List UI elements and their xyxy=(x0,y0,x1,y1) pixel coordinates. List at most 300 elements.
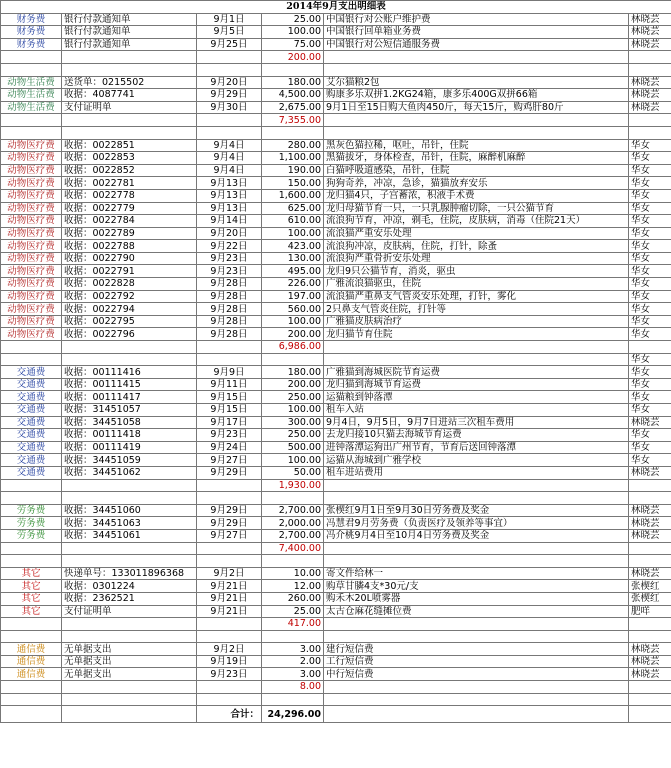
amount-cell: 4,500.00 xyxy=(262,89,324,102)
category-cell: 劳务费 xyxy=(1,504,62,517)
table-row xyxy=(1,215,671,228)
amount-cell: 260.00 xyxy=(262,592,324,605)
subtotal-row xyxy=(1,114,671,127)
subtotal-value: 417.00 xyxy=(262,618,324,631)
person-cell: 华女 xyxy=(629,152,671,165)
date-cell: 9月28日 xyxy=(197,328,262,341)
empty-cell xyxy=(1,341,62,354)
category-cell: 动物医疗费 xyxy=(1,290,62,303)
date-cell: 9月28日 xyxy=(197,303,262,316)
subtotal-row xyxy=(1,542,671,555)
description-cell: 白猫呼吸道感染，吊针，住院 xyxy=(324,164,629,177)
category-cell: 通信费 xyxy=(1,668,62,681)
empty-cell xyxy=(197,693,262,706)
doc-cell: 收据：34451063 xyxy=(62,517,197,530)
empty-cell xyxy=(1,555,62,568)
separator-row xyxy=(1,555,671,568)
description-cell: 龙归猫到海城节育运费 xyxy=(324,378,629,391)
doc-cell: 收据：34451061 xyxy=(62,529,197,542)
amount-cell: 2.00 xyxy=(262,655,324,668)
empty-cell xyxy=(324,126,629,139)
category-cell: 动物医疗费 xyxy=(1,139,62,152)
person-cell: 林晓芸 xyxy=(629,655,671,668)
table-row xyxy=(1,580,671,593)
empty-cell xyxy=(262,63,324,76)
person-cell: 林晓芸 xyxy=(629,89,671,102)
amount-cell: 100.00 xyxy=(262,227,324,240)
date-cell: 9月21日 xyxy=(197,605,262,618)
date-cell: 9月2日 xyxy=(197,643,262,656)
subtotal-row xyxy=(1,681,671,694)
amount-cell: 25.00 xyxy=(262,13,324,26)
description-cell: 中国银行对公账户维护费 xyxy=(324,13,629,26)
date-cell: 9月29日 xyxy=(197,89,262,102)
empty-cell xyxy=(629,126,671,139)
table-row xyxy=(1,13,671,26)
person-cell: 华女 xyxy=(629,303,671,316)
category-cell: 交通费 xyxy=(1,391,62,404)
amount-cell: 180.00 xyxy=(262,76,324,89)
doc-cell: 无单据支出 xyxy=(62,643,197,656)
empty-cell xyxy=(62,618,197,631)
date-cell: 9月20日 xyxy=(197,227,262,240)
category-cell: 动物医疗费 xyxy=(1,202,62,215)
empty-cell xyxy=(262,555,324,568)
subtotal-value: 200.00 xyxy=(262,51,324,64)
person-cell: 华女 xyxy=(629,290,671,303)
table-row xyxy=(1,366,671,379)
category-cell: 动物生活费 xyxy=(1,89,62,102)
category-cell: 通信费 xyxy=(1,655,62,668)
amount-cell: 300.00 xyxy=(262,416,324,429)
empty-cell xyxy=(197,618,262,631)
empty-cell xyxy=(324,706,629,723)
date-cell: 9月30日 xyxy=(197,101,262,114)
empty-cell xyxy=(62,63,197,76)
category-cell: 动物医疗费 xyxy=(1,315,62,328)
table-row xyxy=(1,89,671,102)
subtotal-row xyxy=(1,51,671,64)
date-cell: 9月20日 xyxy=(197,76,262,89)
table-row xyxy=(1,38,671,51)
description-cell: 黑猫拔牙，身体检查，吊针，住院，麻醉机麻醉 xyxy=(324,152,629,165)
table-row xyxy=(1,139,671,152)
empty-cell xyxy=(324,693,629,706)
person-cell: 华女 xyxy=(629,202,671,215)
empty-cell xyxy=(629,114,671,127)
table-row xyxy=(1,164,671,177)
doc-cell: 收据：00111417 xyxy=(62,391,197,404)
empty-cell xyxy=(629,479,671,492)
table-row xyxy=(1,391,671,404)
separator-row xyxy=(1,492,671,505)
doc-cell: 收据：0022853 xyxy=(62,152,197,165)
person-cell: 华女 xyxy=(629,378,671,391)
date-cell: 9月9日 xyxy=(197,366,262,379)
table-row xyxy=(1,404,671,417)
description-cell: 中行短信费 xyxy=(324,668,629,681)
category-cell: 财务费 xyxy=(1,26,62,39)
amount-cell: 250.00 xyxy=(262,429,324,442)
empty-cell xyxy=(1,618,62,631)
amount-cell: 100.00 xyxy=(262,315,324,328)
doc-cell: 送货单：0215502 xyxy=(62,76,197,89)
category-cell: 动物医疗费 xyxy=(1,303,62,316)
person-cell: 肥咩 xyxy=(629,605,671,618)
table-row xyxy=(1,466,671,479)
table-row xyxy=(1,303,671,316)
empty-cell xyxy=(197,51,262,64)
empty-cell xyxy=(197,63,262,76)
person-cell: 林晓芸 xyxy=(629,13,671,26)
table-row xyxy=(1,655,671,668)
person-cell: 华女 xyxy=(629,315,671,328)
doc-cell: 收据：0022794 xyxy=(62,303,197,316)
amount-cell: 200.00 xyxy=(262,328,324,341)
description-cell: 张楔红9月1日至9月30日劳务费及奖金 xyxy=(324,504,629,517)
description-cell: 广雅猫到海城医院节育运费 xyxy=(324,366,629,379)
amount-cell: 100.00 xyxy=(262,26,324,39)
person-cell: 林晓芸 xyxy=(629,504,671,517)
person-cell: 华女 xyxy=(629,240,671,253)
amount-cell: 75.00 xyxy=(262,38,324,51)
empty-cell xyxy=(1,706,62,723)
date-cell: 9月5日 xyxy=(197,26,262,39)
date-cell: 9月11日 xyxy=(197,378,262,391)
category-cell: 动物生活费 xyxy=(1,101,62,114)
doc-cell: 无单据支出 xyxy=(62,668,197,681)
person-cell: 林晓芸 xyxy=(629,668,671,681)
description-cell: 工行短信费 xyxy=(324,655,629,668)
table-row xyxy=(1,101,671,114)
table-row xyxy=(1,567,671,580)
table-row xyxy=(1,315,671,328)
category-cell: 通信费 xyxy=(1,643,62,656)
table-row xyxy=(1,278,671,291)
category-cell: 动物医疗费 xyxy=(1,215,62,228)
empty-cell xyxy=(197,492,262,505)
person-cell: 华女 xyxy=(629,227,671,240)
description-cell: 运猫从海城到广雅学校 xyxy=(324,454,629,467)
category-cell: 其它 xyxy=(1,580,62,593)
person-cell: 林晓芸 xyxy=(629,101,671,114)
empty-cell xyxy=(62,542,197,555)
doc-cell: 收据：34451060 xyxy=(62,504,197,517)
doc-cell: 收据：00111415 xyxy=(62,378,197,391)
amount-cell: 610.00 xyxy=(262,215,324,228)
empty-cell xyxy=(62,126,197,139)
amount-cell: 2,700.00 xyxy=(262,529,324,542)
table-row xyxy=(1,26,671,39)
empty-cell xyxy=(324,492,629,505)
doc-cell: 银行付款通知单 xyxy=(62,13,197,26)
description-cell: 进钟落潭运狗出广州节育，节育后送回钟落潭 xyxy=(324,441,629,454)
subtotal-value: 1,930.00 xyxy=(262,479,324,492)
person-cell: 张楔红 xyxy=(629,592,671,605)
empty-cell xyxy=(324,681,629,694)
date-cell: 9月21日 xyxy=(197,580,262,593)
category-cell: 动物医疗费 xyxy=(1,252,62,265)
date-cell: 9月29日 xyxy=(197,504,262,517)
empty-cell xyxy=(62,706,197,723)
amount-cell: 2,675.00 xyxy=(262,101,324,114)
person-cell: 华女 xyxy=(629,429,671,442)
description-cell: 龙归9只公猫节育，消炎，驱虫 xyxy=(324,265,629,278)
table-row xyxy=(1,668,671,681)
description-cell: 中国银行回单箱业务费 xyxy=(324,26,629,39)
subtotal-value: 7,355.00 xyxy=(262,114,324,127)
person-cell: 华女 xyxy=(629,278,671,291)
table-row xyxy=(1,227,671,240)
amount-cell: 3.00 xyxy=(262,643,324,656)
person-cell: 林晓芸 xyxy=(629,517,671,530)
date-cell: 9月19日 xyxy=(197,655,262,668)
empty-cell xyxy=(262,353,324,366)
amount-cell: 10.00 xyxy=(262,567,324,580)
category-cell: 动物医疗费 xyxy=(1,164,62,177)
doc-cell: 支付证明单 xyxy=(62,101,197,114)
person-cell: 华女 xyxy=(629,139,671,152)
category-cell: 其它 xyxy=(1,592,62,605)
empty-cell xyxy=(629,618,671,631)
date-cell: 9月23日 xyxy=(197,429,262,442)
subtotal-value: 8.00 xyxy=(262,681,324,694)
separator-row xyxy=(1,353,671,366)
table-row xyxy=(1,252,671,265)
person-cell: 华女 xyxy=(629,265,671,278)
description-cell: 运猫粮到钟落潭 xyxy=(324,391,629,404)
description-cell: 艾尔猫粮2包 xyxy=(324,76,629,89)
empty-cell xyxy=(324,63,629,76)
amount-cell: 100.00 xyxy=(262,454,324,467)
person-cell: 华女 xyxy=(629,353,671,366)
description-cell: 购草甘膦4支*30元/支 xyxy=(324,580,629,593)
empty-cell xyxy=(324,555,629,568)
category-cell: 劳务费 xyxy=(1,529,62,542)
description-cell: 2只鼻支气管炎住院，打针等 xyxy=(324,303,629,316)
person-cell: 华女 xyxy=(629,366,671,379)
category-cell: 动物医疗费 xyxy=(1,328,62,341)
table-row xyxy=(1,643,671,656)
date-cell: 9月23日 xyxy=(197,668,262,681)
description-cell: 龙归母猫节育一只，一只乳腺肿瘤切除，一只公猫节育 xyxy=(324,202,629,215)
description-cell: 流浪狗严重骨折安乐处理 xyxy=(324,252,629,265)
doc-cell: 收据：0022790 xyxy=(62,252,197,265)
category-cell: 动物医疗费 xyxy=(1,189,62,202)
empty-cell xyxy=(62,114,197,127)
person-cell: 林晓芸 xyxy=(629,466,671,479)
category-cell: 交通费 xyxy=(1,429,62,442)
doc-cell: 收据：0022781 xyxy=(62,177,197,190)
doc-cell: 支付证明单 xyxy=(62,605,197,618)
table-row xyxy=(1,290,671,303)
person-cell: 华女 xyxy=(629,252,671,265)
table-row xyxy=(1,517,671,530)
empty-cell xyxy=(629,63,671,76)
amount-cell: 100.00 xyxy=(262,404,324,417)
amount-cell: 250.00 xyxy=(262,391,324,404)
date-cell: 9月28日 xyxy=(197,290,262,303)
category-cell: 动物医疗费 xyxy=(1,278,62,291)
person-cell: 林晓芸 xyxy=(629,643,671,656)
amount-cell: 180.00 xyxy=(262,366,324,379)
category-cell: 交通费 xyxy=(1,416,62,429)
empty-cell xyxy=(324,542,629,555)
category-cell: 交通费 xyxy=(1,466,62,479)
table-row xyxy=(1,202,671,215)
subtotal-row xyxy=(1,341,671,354)
description-cell: 广雅流浪猫驱虫，住院 xyxy=(324,278,629,291)
person-cell: 华女 xyxy=(629,441,671,454)
description-cell: 租车进站费用 xyxy=(324,466,629,479)
doc-cell: 收据：0022778 xyxy=(62,189,197,202)
date-cell: 9月2日 xyxy=(197,567,262,580)
category-cell: 动物医疗费 xyxy=(1,177,62,190)
empty-cell xyxy=(1,51,62,64)
category-cell: 财务费 xyxy=(1,38,62,51)
empty-cell xyxy=(324,114,629,127)
table-row xyxy=(1,265,671,278)
amount-cell: 1,600.00 xyxy=(262,189,324,202)
doc-cell: 收据：0022779 xyxy=(62,202,197,215)
description-cell: 龙归猫节育住院 xyxy=(324,328,629,341)
separator-row xyxy=(1,630,671,643)
person-cell: 林晓芸 xyxy=(629,529,671,542)
empty-cell xyxy=(197,479,262,492)
category-cell: 交通费 xyxy=(1,441,62,454)
description-cell: 9月1日至15日购大鱼肉450斤，每天15斤，购鸡肝80斤 xyxy=(324,101,629,114)
empty-cell xyxy=(1,681,62,694)
total-row xyxy=(1,706,671,723)
date-cell: 9月25日 xyxy=(197,38,262,51)
subtotal-row xyxy=(1,618,671,631)
amount-cell: 423.00 xyxy=(262,240,324,253)
description-cell: 购康多乐双拼1.2KG24箱，康多乐400G双拼66箱 xyxy=(324,89,629,102)
doc-cell: 收据：0022796 xyxy=(62,328,197,341)
description-cell: 广雅猫皮肤病治疗 xyxy=(324,315,629,328)
category-cell: 交通费 xyxy=(1,454,62,467)
date-cell: 9月15日 xyxy=(197,404,262,417)
empty-cell xyxy=(197,630,262,643)
empty-cell xyxy=(1,353,62,366)
date-cell: 9月28日 xyxy=(197,315,262,328)
person-cell: 林晓芸 xyxy=(629,26,671,39)
empty-cell xyxy=(629,555,671,568)
date-cell: 9月4日 xyxy=(197,164,262,177)
empty-cell xyxy=(62,479,197,492)
person-cell: 林晓芸 xyxy=(629,38,671,51)
empty-cell xyxy=(62,681,197,694)
date-cell: 9月23日 xyxy=(197,252,262,265)
description-cell: 购禾木20L喷雾器 xyxy=(324,592,629,605)
empty-cell xyxy=(1,492,62,505)
doc-cell: 收据：2362521 xyxy=(62,592,197,605)
category-cell: 其它 xyxy=(1,605,62,618)
table-row xyxy=(1,152,671,165)
empty-cell xyxy=(629,681,671,694)
doc-cell: 收据：0022851 xyxy=(62,139,197,152)
doc-cell: 收据：0301224 xyxy=(62,580,197,593)
doc-cell: 收据：0022784 xyxy=(62,215,197,228)
description-cell: 租车入站 xyxy=(324,404,629,417)
category-cell: 其它 xyxy=(1,567,62,580)
amount-cell: 500.00 xyxy=(262,441,324,454)
empty-cell xyxy=(62,693,197,706)
amount-cell: 495.00 xyxy=(262,265,324,278)
empty-cell xyxy=(324,51,629,64)
separator-row xyxy=(1,693,671,706)
date-cell: 9月27日 xyxy=(197,529,262,542)
empty-cell xyxy=(197,542,262,555)
empty-cell xyxy=(1,693,62,706)
empty-cell xyxy=(324,353,629,366)
empty-cell xyxy=(197,114,262,127)
category-cell: 交通费 xyxy=(1,366,62,379)
empty-cell xyxy=(62,555,197,568)
amount-cell: 190.00 xyxy=(262,164,324,177)
empty-cell xyxy=(324,618,629,631)
description-cell: 狗狗奇养，冲凉，急诊，猫猫放弃安乐 xyxy=(324,177,629,190)
total-label: 合计： xyxy=(197,706,262,723)
empty-cell xyxy=(1,126,62,139)
date-cell: 9月21日 xyxy=(197,592,262,605)
table-row xyxy=(1,429,671,442)
empty-cell xyxy=(62,51,197,64)
description-cell: 流浪猫严重安乐处理 xyxy=(324,227,629,240)
person-cell: 华女 xyxy=(629,177,671,190)
amount-cell: 197.00 xyxy=(262,290,324,303)
separator-row xyxy=(1,63,671,76)
date-cell: 9月29日 xyxy=(197,466,262,479)
doc-cell: 收据：34451058 xyxy=(62,416,197,429)
description-cell: 流浪猫严重鼻支气管炎安乐处理，打针，雾化 xyxy=(324,290,629,303)
empty-cell xyxy=(262,693,324,706)
table-row xyxy=(1,76,671,89)
person-cell: 林晓芸 xyxy=(629,567,671,580)
doc-cell: 收据：0022792 xyxy=(62,290,197,303)
empty-cell xyxy=(1,114,62,127)
amount-cell: 2,700.00 xyxy=(262,504,324,517)
empty-cell xyxy=(262,126,324,139)
person-cell: 华女 xyxy=(629,404,671,417)
empty-cell xyxy=(1,479,62,492)
category-cell: 动物医疗费 xyxy=(1,227,62,240)
table-row xyxy=(1,592,671,605)
doc-cell: 收据：00111418 xyxy=(62,429,197,442)
subtotal-value: 6,986.00 xyxy=(262,341,324,354)
person-cell: 华女 xyxy=(629,454,671,467)
description-cell: 9月4日，9月5日，9月7日进站三次租车费用 xyxy=(324,416,629,429)
doc-cell: 收据：31451057 xyxy=(62,404,197,417)
description-cell: 中国银行对公短信通服务费 xyxy=(324,38,629,51)
amount-cell: 1,100.00 xyxy=(262,152,324,165)
category-cell: 动物医疗费 xyxy=(1,240,62,253)
amount-cell: 226.00 xyxy=(262,278,324,291)
table-row xyxy=(1,328,671,341)
description-cell: 冯慧君9月劳务费（负责医疗及领养等事宜） xyxy=(324,517,629,530)
date-cell: 9月13日 xyxy=(197,177,262,190)
date-cell: 9月24日 xyxy=(197,441,262,454)
date-cell: 9月22日 xyxy=(197,240,262,253)
separator-row xyxy=(1,126,671,139)
empty-cell xyxy=(1,542,62,555)
amount-cell: 12.00 xyxy=(262,580,324,593)
category-cell: 动物医疗费 xyxy=(1,265,62,278)
table-row xyxy=(1,177,671,190)
empty-cell xyxy=(1,63,62,76)
description-cell: 流浪狗冲凉，皮肤病，住院，打针，除蚤 xyxy=(324,240,629,253)
person-cell: 华女 xyxy=(629,189,671,202)
